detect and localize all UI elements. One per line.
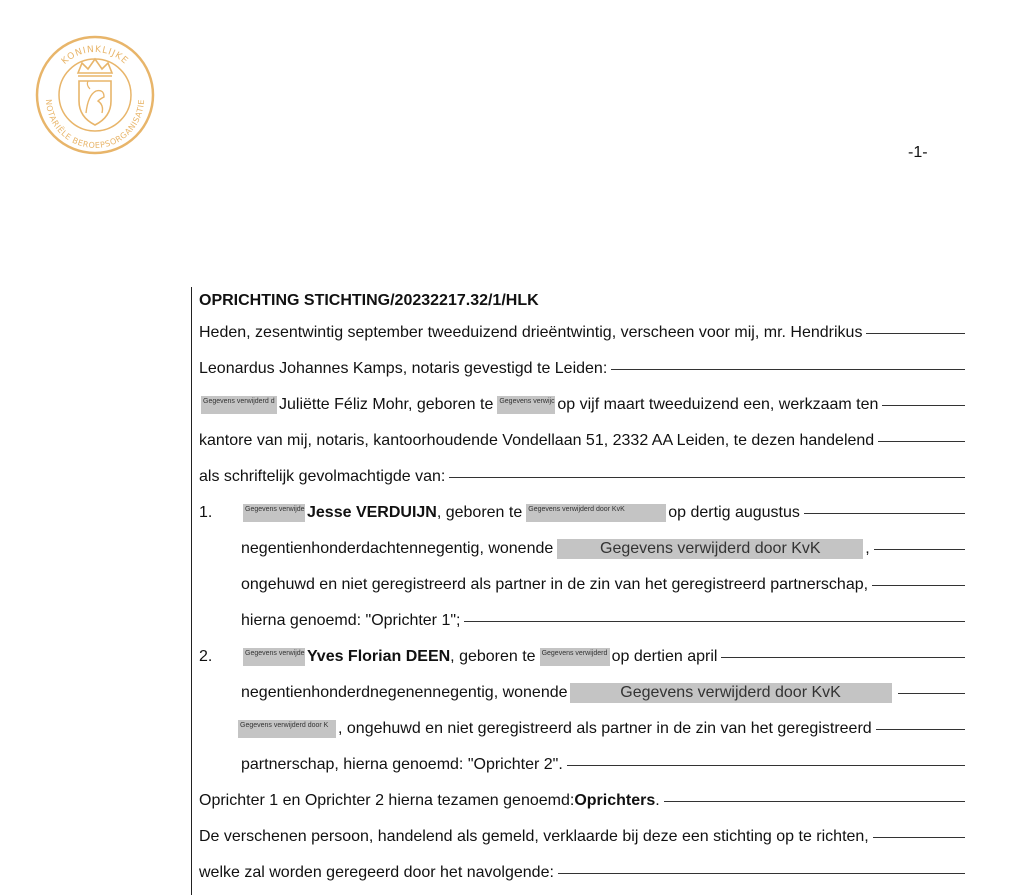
fill-dash (611, 369, 965, 370)
text: partnerschap, hierna genoemd: "Oprichter 2". (241, 756, 563, 773)
deed-body (199, 287, 965, 891)
redaction-box: Gegevens verwijde (243, 648, 305, 666)
deed-title: OPRICHTING STICHTING/20232217.32/1/HLK (199, 292, 539, 309)
redaction-box: Gegevens verwijderd door KvK (570, 683, 892, 703)
redaction-box: Gegevens verwijderd d (201, 396, 277, 414)
redaction-box: Gegevens verwijde (243, 504, 305, 522)
fill-dash (567, 765, 965, 766)
text-line (199, 855, 965, 891)
list-item-1-line (199, 495, 965, 531)
text: op dertien april (611, 648, 718, 665)
text: kantore van mij, notaris, kantoorhoudende Vondellaan 51, 2332 AA Leiden, te dezen handelend (199, 432, 875, 449)
text: , geboren te (436, 504, 523, 521)
text-line (199, 783, 965, 819)
text-line (199, 675, 965, 711)
fill-dash (866, 333, 965, 334)
text: op dertig augustus (668, 504, 800, 521)
text: Oprichter 1 en Oprichter 2 hierna tezamen genoemd: (199, 792, 575, 809)
fill-dash (876, 729, 965, 730)
redaction-box: Gegevens verwijderd (540, 648, 610, 666)
seal-bottom-text: NOTARIËLE BEROEPSORGANISATIE (43, 98, 147, 151)
page-number: -1- (908, 144, 928, 161)
founder-name: Jesse VERDUIJN (307, 504, 437, 521)
list-number: 1. (199, 504, 213, 521)
list-item-2-line (199, 639, 965, 675)
text: negentienhonderdnegenennegentig, wonende (241, 684, 568, 701)
redaction-box: Gegevens verwijc (497, 396, 555, 414)
text-line (199, 351, 965, 387)
text: Leonardus Johannes Kamps, notaris gevestigd te Leiden: (199, 360, 608, 377)
fill-dash (873, 837, 965, 838)
deed-title-line (199, 287, 965, 315)
text-line (199, 423, 965, 459)
redaction-box: Gegevens verwijderd door KvK (557, 539, 863, 559)
text-line (199, 459, 965, 495)
text-line (199, 603, 965, 639)
fill-dash (872, 585, 965, 586)
text: , ongehuwd en niet geregistreerd als partner in de zin van het geregistreerd (338, 720, 872, 737)
svg-text:KONINKLIJKE (60, 45, 130, 67)
text: op vijf maart tweeduizend een, werkzaam ten (557, 396, 879, 413)
seal-top-text: KONINKLIJKE (59, 44, 131, 67)
text-line (199, 711, 965, 747)
fill-dash (878, 441, 965, 442)
fill-dash (882, 405, 965, 406)
fill-dash (558, 873, 965, 874)
left-margin-rule (191, 287, 192, 895)
text: welke zal worden geregeerd door het navolgende: (199, 864, 554, 881)
text: als schriftelijk gevolmachtigde van: (199, 468, 446, 485)
text: Heden, zesentwintig september tweeduizend drieëntwintig, verscheen voor mij, mr. Hendrikus (199, 324, 863, 341)
redaction-box: Gegevens verwijderd door KvK (526, 504, 666, 522)
list-number: 2. (199, 648, 213, 665)
fill-dash (664, 801, 965, 802)
text: negentienhonderdachtennegentig, wonende (241, 540, 554, 557)
fill-dash (721, 657, 965, 658)
fill-dash (449, 477, 965, 478)
text: , geboren te (450, 648, 536, 665)
text: . (655, 792, 660, 809)
text-line (199, 315, 965, 351)
text: ongehuwd en niet geregistreerd als partner in de zin van het geregistreerd partnerschap, (241, 576, 869, 593)
text-line (199, 531, 965, 567)
fill-dash (898, 693, 965, 694)
text: , (865, 540, 870, 557)
fill-dash (874, 549, 965, 550)
notarial-seal-logo (34, 29, 156, 161)
text: De verschenen persoon, handelend als gemeld, verklaarde bij deze een stichting op te richten, (199, 828, 869, 845)
founder-name: Yves Florian DEEN (307, 648, 451, 665)
text: hierna genoemd: "Oprichter 1"; (241, 612, 461, 629)
text-line (199, 747, 965, 783)
fill-dash (464, 621, 965, 622)
text-line (199, 387, 965, 423)
text-line (199, 567, 965, 603)
fill-dash (804, 513, 965, 514)
defined-term: Oprichters (574, 792, 656, 809)
redaction-box: Gegevens verwijderd door K (238, 720, 336, 738)
text-line (199, 819, 965, 855)
text: Juliëtte Féliz Mohr, geboren te (279, 396, 494, 413)
